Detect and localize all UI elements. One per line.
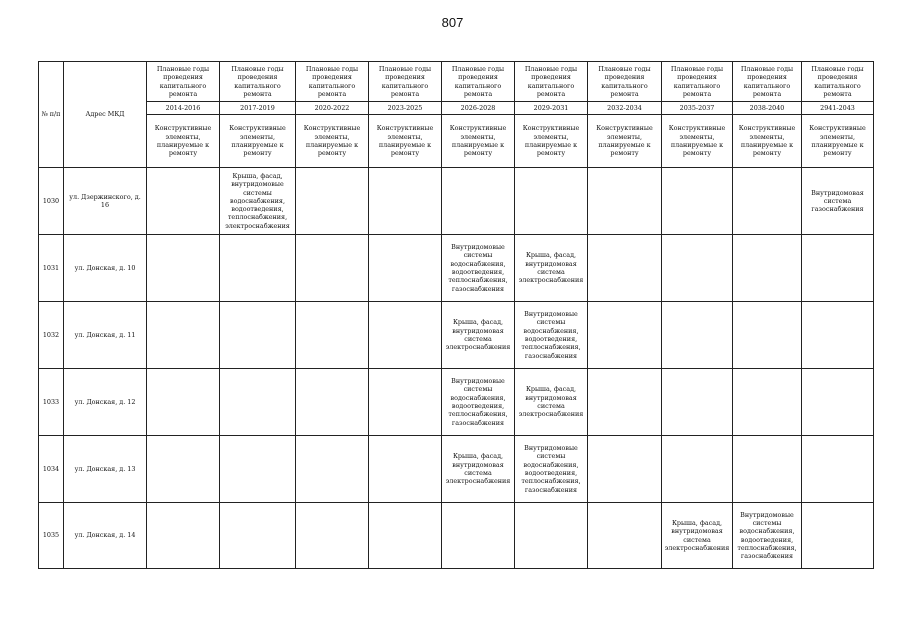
table-cell [802, 503, 874, 569]
table-cell: Крыша, фасад, внутридомовая система электроснабжения [515, 369, 588, 436]
table-cell [442, 168, 515, 235]
table-cell [147, 369, 220, 436]
table-cell [662, 235, 733, 302]
table-cell [147, 503, 220, 569]
table-cell [733, 302, 802, 369]
table-cell [662, 168, 733, 235]
period-elements-header: Конструктивные элементы, планируемые к ремонту [442, 115, 515, 168]
table-cell: Крыша, фасад, внутридомовая система электроснабжения [662, 503, 733, 569]
row-number: 1034 [39, 436, 64, 503]
table-cell [369, 235, 442, 302]
table-cell: Внутридомовые системы водоснабжения, водоотведения, теплоснабжения, газоснабжения [442, 235, 515, 302]
table-cell [147, 235, 220, 302]
table-cell [220, 369, 296, 436]
period-years: 2029-2031 [515, 102, 588, 115]
period-elements-header: Конструктивные элементы, планируемые к ремонту [662, 115, 733, 168]
table-cell [802, 302, 874, 369]
table-row [39, 235, 874, 302]
table-cell [220, 302, 296, 369]
period-years: 2023-2025 [369, 102, 442, 115]
row-address: ул. Донская, д. 12 [64, 369, 147, 436]
period-years: 2017-2019 [220, 102, 296, 115]
table-cell [369, 369, 442, 436]
table-cell [296, 369, 369, 436]
row-number: 1035 [39, 503, 64, 569]
table-cell [296, 503, 369, 569]
table-cell: Внутридомовые системы водоснабжения, водоотведения, теплоснабжения, газоснабжения [442, 369, 515, 436]
table-cell [369, 503, 442, 569]
table-cell [733, 436, 802, 503]
table-cell [220, 436, 296, 503]
table-cell [588, 436, 662, 503]
table-cell [515, 503, 588, 569]
table-cell: Внутридомовые системы водоснабжения, водоотведения, теплоснабжения, газоснабжения [733, 503, 802, 569]
table-cell [733, 235, 802, 302]
period-elements-header: Конструктивные элементы, планируемые к ремонту [296, 115, 369, 168]
table-cell [802, 369, 874, 436]
table-cell [588, 302, 662, 369]
table-cell [802, 436, 874, 503]
period-title: Плановые годы проведения капитального ремонта [147, 62, 220, 102]
table-cell [662, 369, 733, 436]
row-address: ул. Донская, д. 13 [64, 436, 147, 503]
period-years: 2035-2037 [662, 102, 733, 115]
period-elements-header: Конструктивные элементы, планируемые к ремонту [733, 115, 802, 168]
period-years: 2014-2016 [147, 102, 220, 115]
table-row [39, 369, 874, 436]
table-row [39, 302, 874, 369]
table-cell [733, 168, 802, 235]
period-title: Плановые годы проведения капитального ремонта [296, 62, 369, 102]
table-cell [588, 168, 662, 235]
table-cell [369, 168, 442, 235]
period-title: Плановые годы проведения капитального ремонта [802, 62, 874, 102]
col-address-header: Адрес МКД [64, 62, 147, 168]
col-num-header: № п/п [39, 62, 64, 168]
table-cell [220, 503, 296, 569]
table-body [39, 168, 874, 569]
period-years: 2038-2040 [733, 102, 802, 115]
table-cell [220, 235, 296, 302]
table-cell [588, 235, 662, 302]
table-cell [802, 235, 874, 302]
table-cell: Крыша, фасад, внутридомовая система электроснабжения [515, 235, 588, 302]
period-title: Плановые годы проведения капитального ремонта [733, 62, 802, 102]
period-title: Плановые годы проведения капитального ремонта [662, 62, 733, 102]
table-cell [296, 168, 369, 235]
period-elements-header: Конструктивные элементы, планируемые к ремонту [588, 115, 662, 168]
row-address: ул. Дзержинского, д. 16 [64, 168, 147, 235]
table-cell [147, 302, 220, 369]
table-cell [662, 436, 733, 503]
period-title: Плановые годы проведения капитального ремонта [369, 62, 442, 102]
period-title: Плановые годы проведения капитального ремонта [515, 62, 588, 102]
row-number: 1032 [39, 302, 64, 369]
table-cell [369, 436, 442, 503]
table-cell [515, 168, 588, 235]
table-cell: Крыша, фасад, внутридомовые системы водоснабжения, водоотведения, теплоснабжения, электроснабжения [220, 168, 296, 235]
table-cell [147, 168, 220, 235]
table-cell [296, 235, 369, 302]
table-cell: Внутридомовая система газоснабжения [802, 168, 874, 235]
table-cell [147, 436, 220, 503]
table-row [39, 436, 874, 503]
period-elements-header: Конструктивные элементы, планируемые к ремонту [220, 115, 296, 168]
table-cell [296, 302, 369, 369]
period-title: Плановые годы проведения капитального ремонта [442, 62, 515, 102]
period-elements-header: Конструктивные элементы, планируемые к ремонту [369, 115, 442, 168]
table-cell [369, 302, 442, 369]
period-years: 2020-2022 [296, 102, 369, 115]
table-cell [296, 436, 369, 503]
period-years: 2032-2034 [588, 102, 662, 115]
row-number: 1030 [39, 168, 64, 235]
row-number: 1031 [39, 235, 64, 302]
period-title: Плановые годы проведения капитального ремонта [588, 62, 662, 102]
table-row [39, 168, 874, 235]
period-elements-header: Конструктивные элементы, планируемые к ремонту [802, 115, 874, 168]
period-elements-header: Конструктивные элементы, планируемые к ремонту [515, 115, 588, 168]
table-cell: Крыша, фасад, внутридомовая система электроснабжения [442, 302, 515, 369]
table-cell [588, 369, 662, 436]
table-row [39, 503, 874, 569]
table-cell: Крыша, фасад, внутридомовая система электроснабжения [442, 436, 515, 503]
table-cell: Внутридомовые системы водоснабжения, водоотведения, теплоснабжения, газоснабжения [515, 436, 588, 503]
period-title: Плановые годы проведения капитального ремонта [220, 62, 296, 102]
table-cell: Внутридомовые системы водоснабжения, водоотведения, теплоснабжения, газоснабжения [515, 302, 588, 369]
row-address: ул. Донская, д. 10 [64, 235, 147, 302]
table-cell [588, 503, 662, 569]
period-years: 2941-2043 [802, 102, 874, 115]
row-number: 1033 [39, 369, 64, 436]
row-address: ул. Донская, д. 14 [64, 503, 147, 569]
table-cell [733, 369, 802, 436]
table-cell [662, 302, 733, 369]
page-number: 807 [441, 15, 464, 30]
row-address: ул. Донская, д. 11 [64, 302, 147, 369]
repair-schedule-table [38, 61, 874, 569]
period-elements-header: Конструктивные элементы, планируемые к ремонту [147, 115, 220, 168]
period-years: 2026-2028 [442, 102, 515, 115]
table-cell [442, 503, 515, 569]
